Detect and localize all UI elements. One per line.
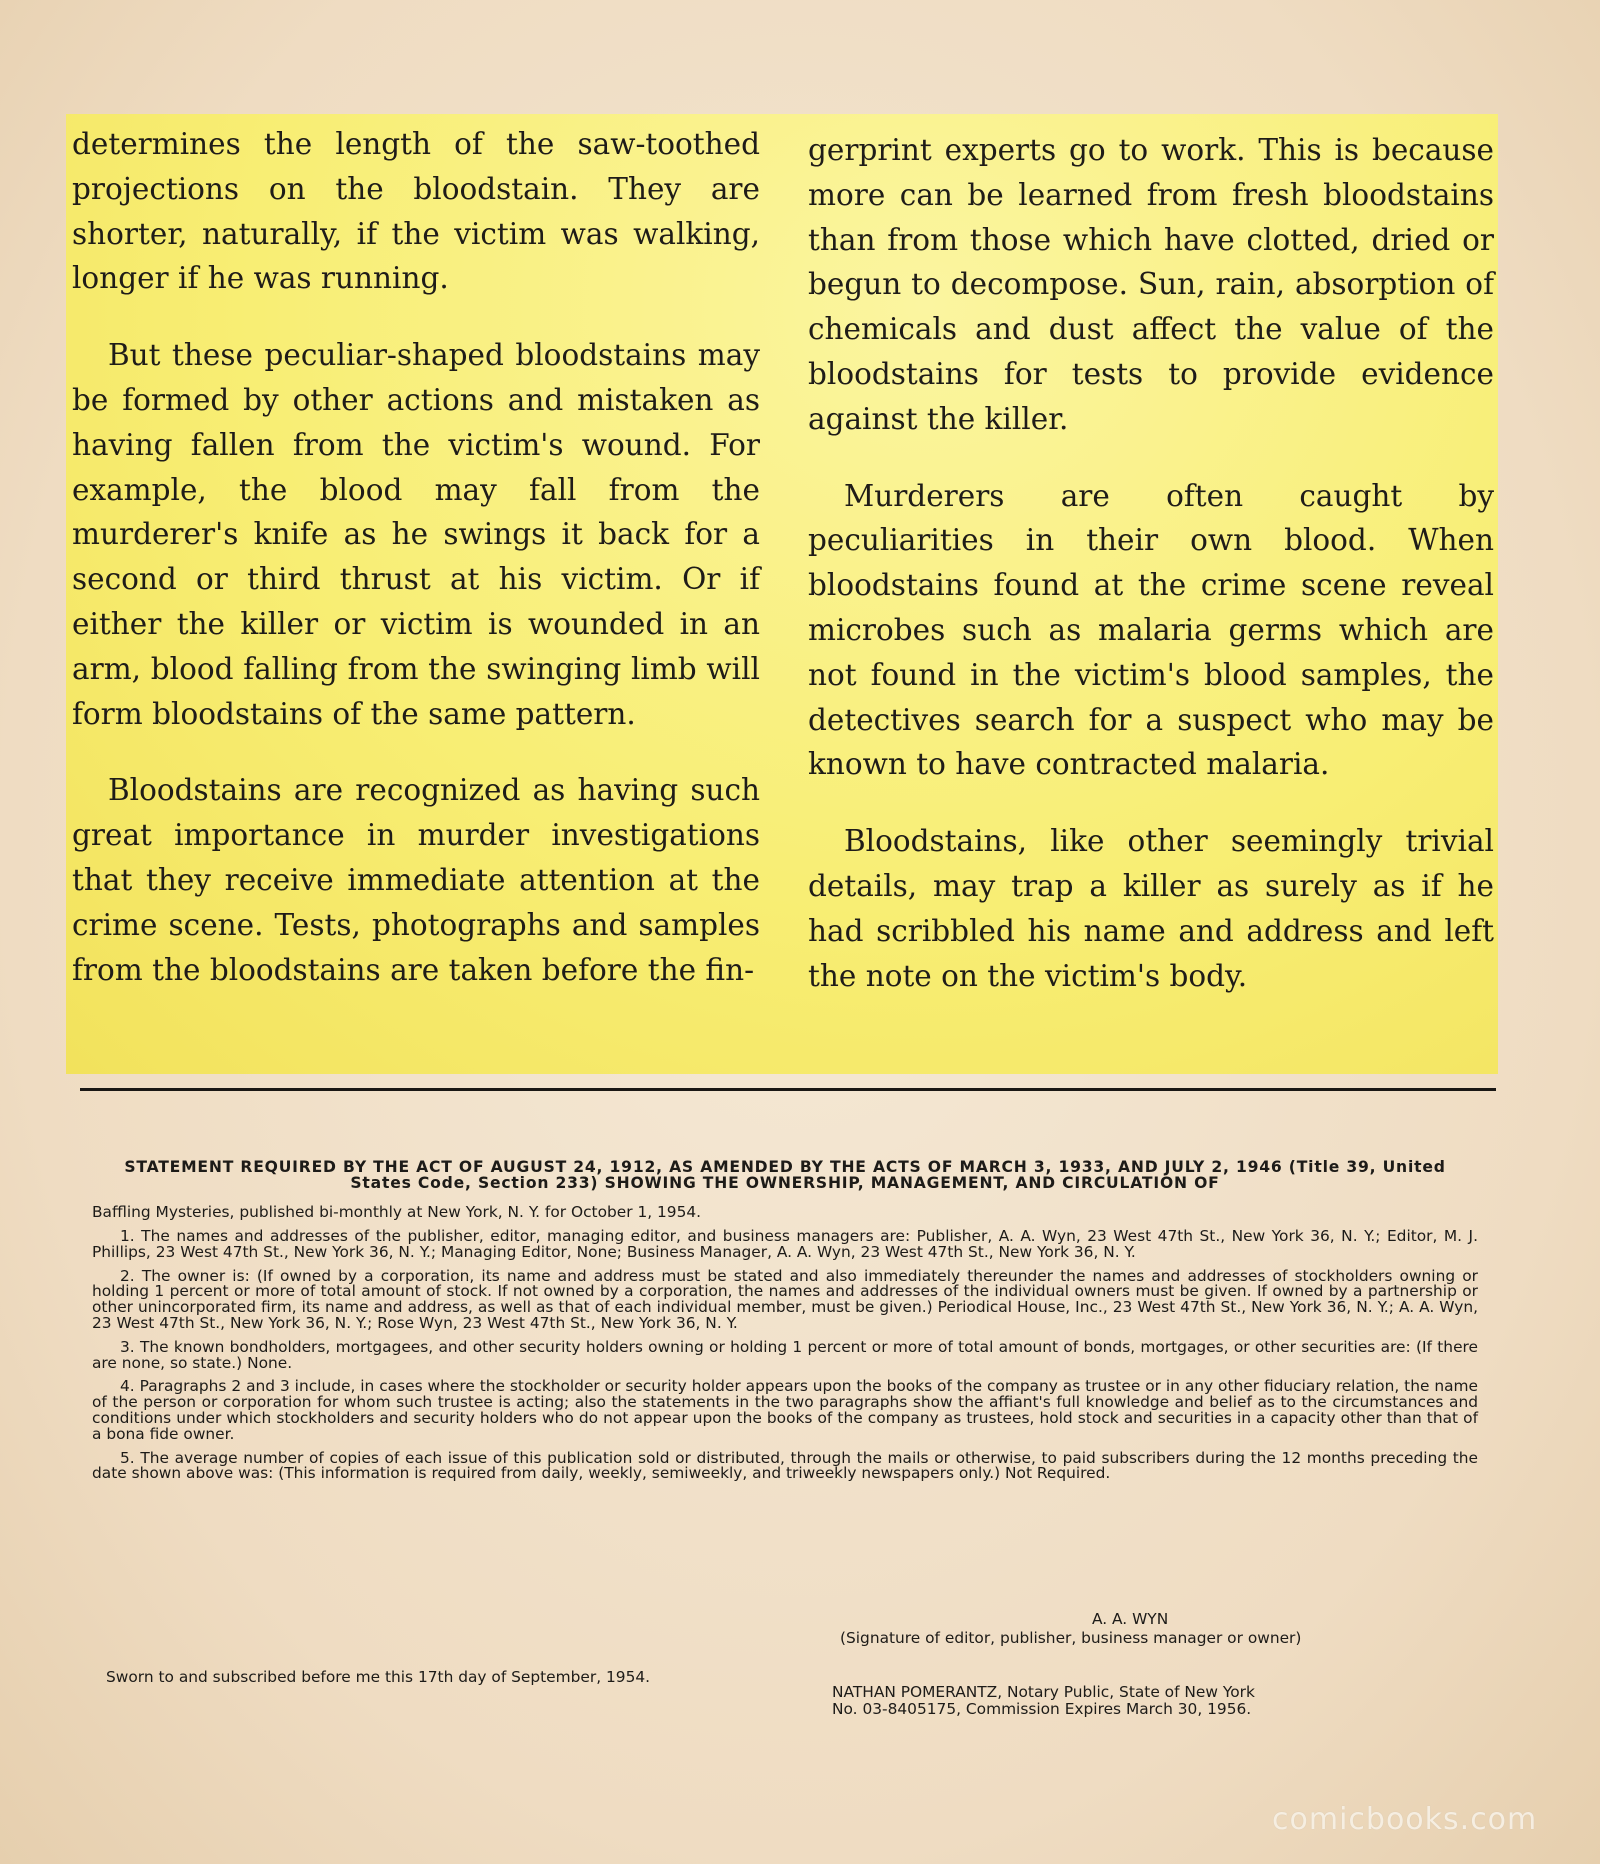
statement-paragraph: 4. Paragraphs 2 and 3 include, in cases where the stockholder or security holder appears upon the books of the company as trustee or in any other fiduciary relation, the name of the person or corporation for whom such trustee is acting; also the statements in the two paragraphs show the affiant's full knowledge and belief as to the circumstances and conditions under which stockholders and security holders who do not appear upon the books of the company as trustees, hold stock and securities in a capacity other than that of a bona fide owner. [92,1377,1478,1443]
statement-paragraph: 5. The average number of copies of each issue of this publication sold or distributed, through the mails or otherwise, to paid subscribers during the 12 months preceding the date shown above was: (This information is required from daily, weekly, semiweekly, and triweekly newspapers only.) Not Required. [92,1448,1478,1483]
article-paragraph: Bloodstains, like other seemingly trivial details, may trap a killer as surely as if he had scribbled his name and address and left the note on the victim's body. [808,824,1494,993]
signature-name: A. A. WYN [1092,1610,1169,1628]
notary-line: NATHAN POMERANTZ, Notary Public, State of New York [832,1683,1255,1701]
article-paragraph: determines the length of the saw-toothed projections on the bloodstain. They are shorter, naturally, if the victim was walking, longer if he was running. [72,127,760,296]
ownership-statement [92,1160,1478,1490]
article-paragraph: Bloodstains are recognized as having such great importance in murder investigations that they receive immediate attention at the crime scene. Tests, photographs and samples from the bloodstains are taken before the fin- [72,773,760,987]
sworn-line: Sworn to and subscribed before me this 17th day of September, 1954. [106,1668,651,1686]
site-watermark: comicbooks.com [1272,1802,1538,1837]
signature-caption: (Signature of editor, publisher, business manager or owner) [840,1629,1302,1647]
statement-intro: Baffling Mysteries, published bi-monthly at New York, N. Y. for October 1, 1954. [92,1203,702,1222]
statement-paragraph: 2. The owner is: (If owned by a corporation, its name and address must be stated and also immediately thereunder the names and addresses of stockholders owning or holding 1 percent or more of total amount of stock. If not owned by a corporation, the names and addresses of the individual owners must be given. If owned by a partnership or other unincorporated firm, its name and address, as well as that of each individual member, must be given.) Periodical House, Inc., 23 West 47th St., New York 36, N. Y.; A. A. Wyn, 23 West 47th St., New York 36, N. Y.; Rose Wyn, 23 West 47th St., New York 36, N. Y. [92,1266,1478,1332]
section-divider [80,1088,1496,1091]
notary-block [832,1684,1492,1718]
statement-title: STATEMENT REQUIRED BY THE ACT OF AUGUST 24, 1912, AS AMENDED BY THE ACTS OF MARCH 3, 1933, AND JULY 2, 1946 (Title 39, United States Code, Section 233) SHOWING THE OWNERSHIP, MANAGEMENT, AND CIRCULATION OF [124,1158,1446,1192]
article-right-column [808,128,1494,1030]
article-paragraph: gerprint experts go to work. This is because more can be learned from fresh bloodstains than from those which have clotted, dried or begun to decompose. Sun, rain, absorption of chemicals and dust affect the value of the bloodstains for tests to provide evidence against the killer. [808,133,1494,436]
notary-line: No. 03-8405175, Commission Expires March 30, 1956. [832,1700,1252,1718]
article-paragraph: But these peculiar-shaped bloodstains may be formed by other actions and mistaken as having fallen from the victim's wound. For example, the blood may fall from the murderer's knife as he swings it back for a second or third thrust at his victim. Or if either the killer or victim is wounded in an arm, blood falling from the swinging limb will form bloodstains of the same pattern. [72,338,760,731]
article-left-column [72,122,760,1024]
statement-paragraph: 1. The names and addresses of the publisher, editor, managing editor, and business managers are: Publisher, A. A. Wyn, 23 West 47th St., New York 36, N. Y.; Editor, M. J. Phillips, 23 West 47th St., New York 36, N. Y.; Managing Editor, None; Business Manager, A. A. Wyn, 23 West 47th St., New York 36, N. Y. [92,1226,1478,1261]
statement-paragraph: 3. The known bondholders, mortgagees, and other security holders owning or holding 1 percent or more of total amount of bonds, mortgages, or other securities are: (If there are none, so state.) None. [92,1337,1478,1372]
article-paragraph: Murderers are often caught by peculiarities in their own blood. When bloodstains found at the crime scene reveal microbes such as malaria germs which are not found in the victim's blood samples, the detectives search for a suspect who may be known to have contracted malaria. [808,478,1494,782]
signature-block [840,1610,1480,1648]
